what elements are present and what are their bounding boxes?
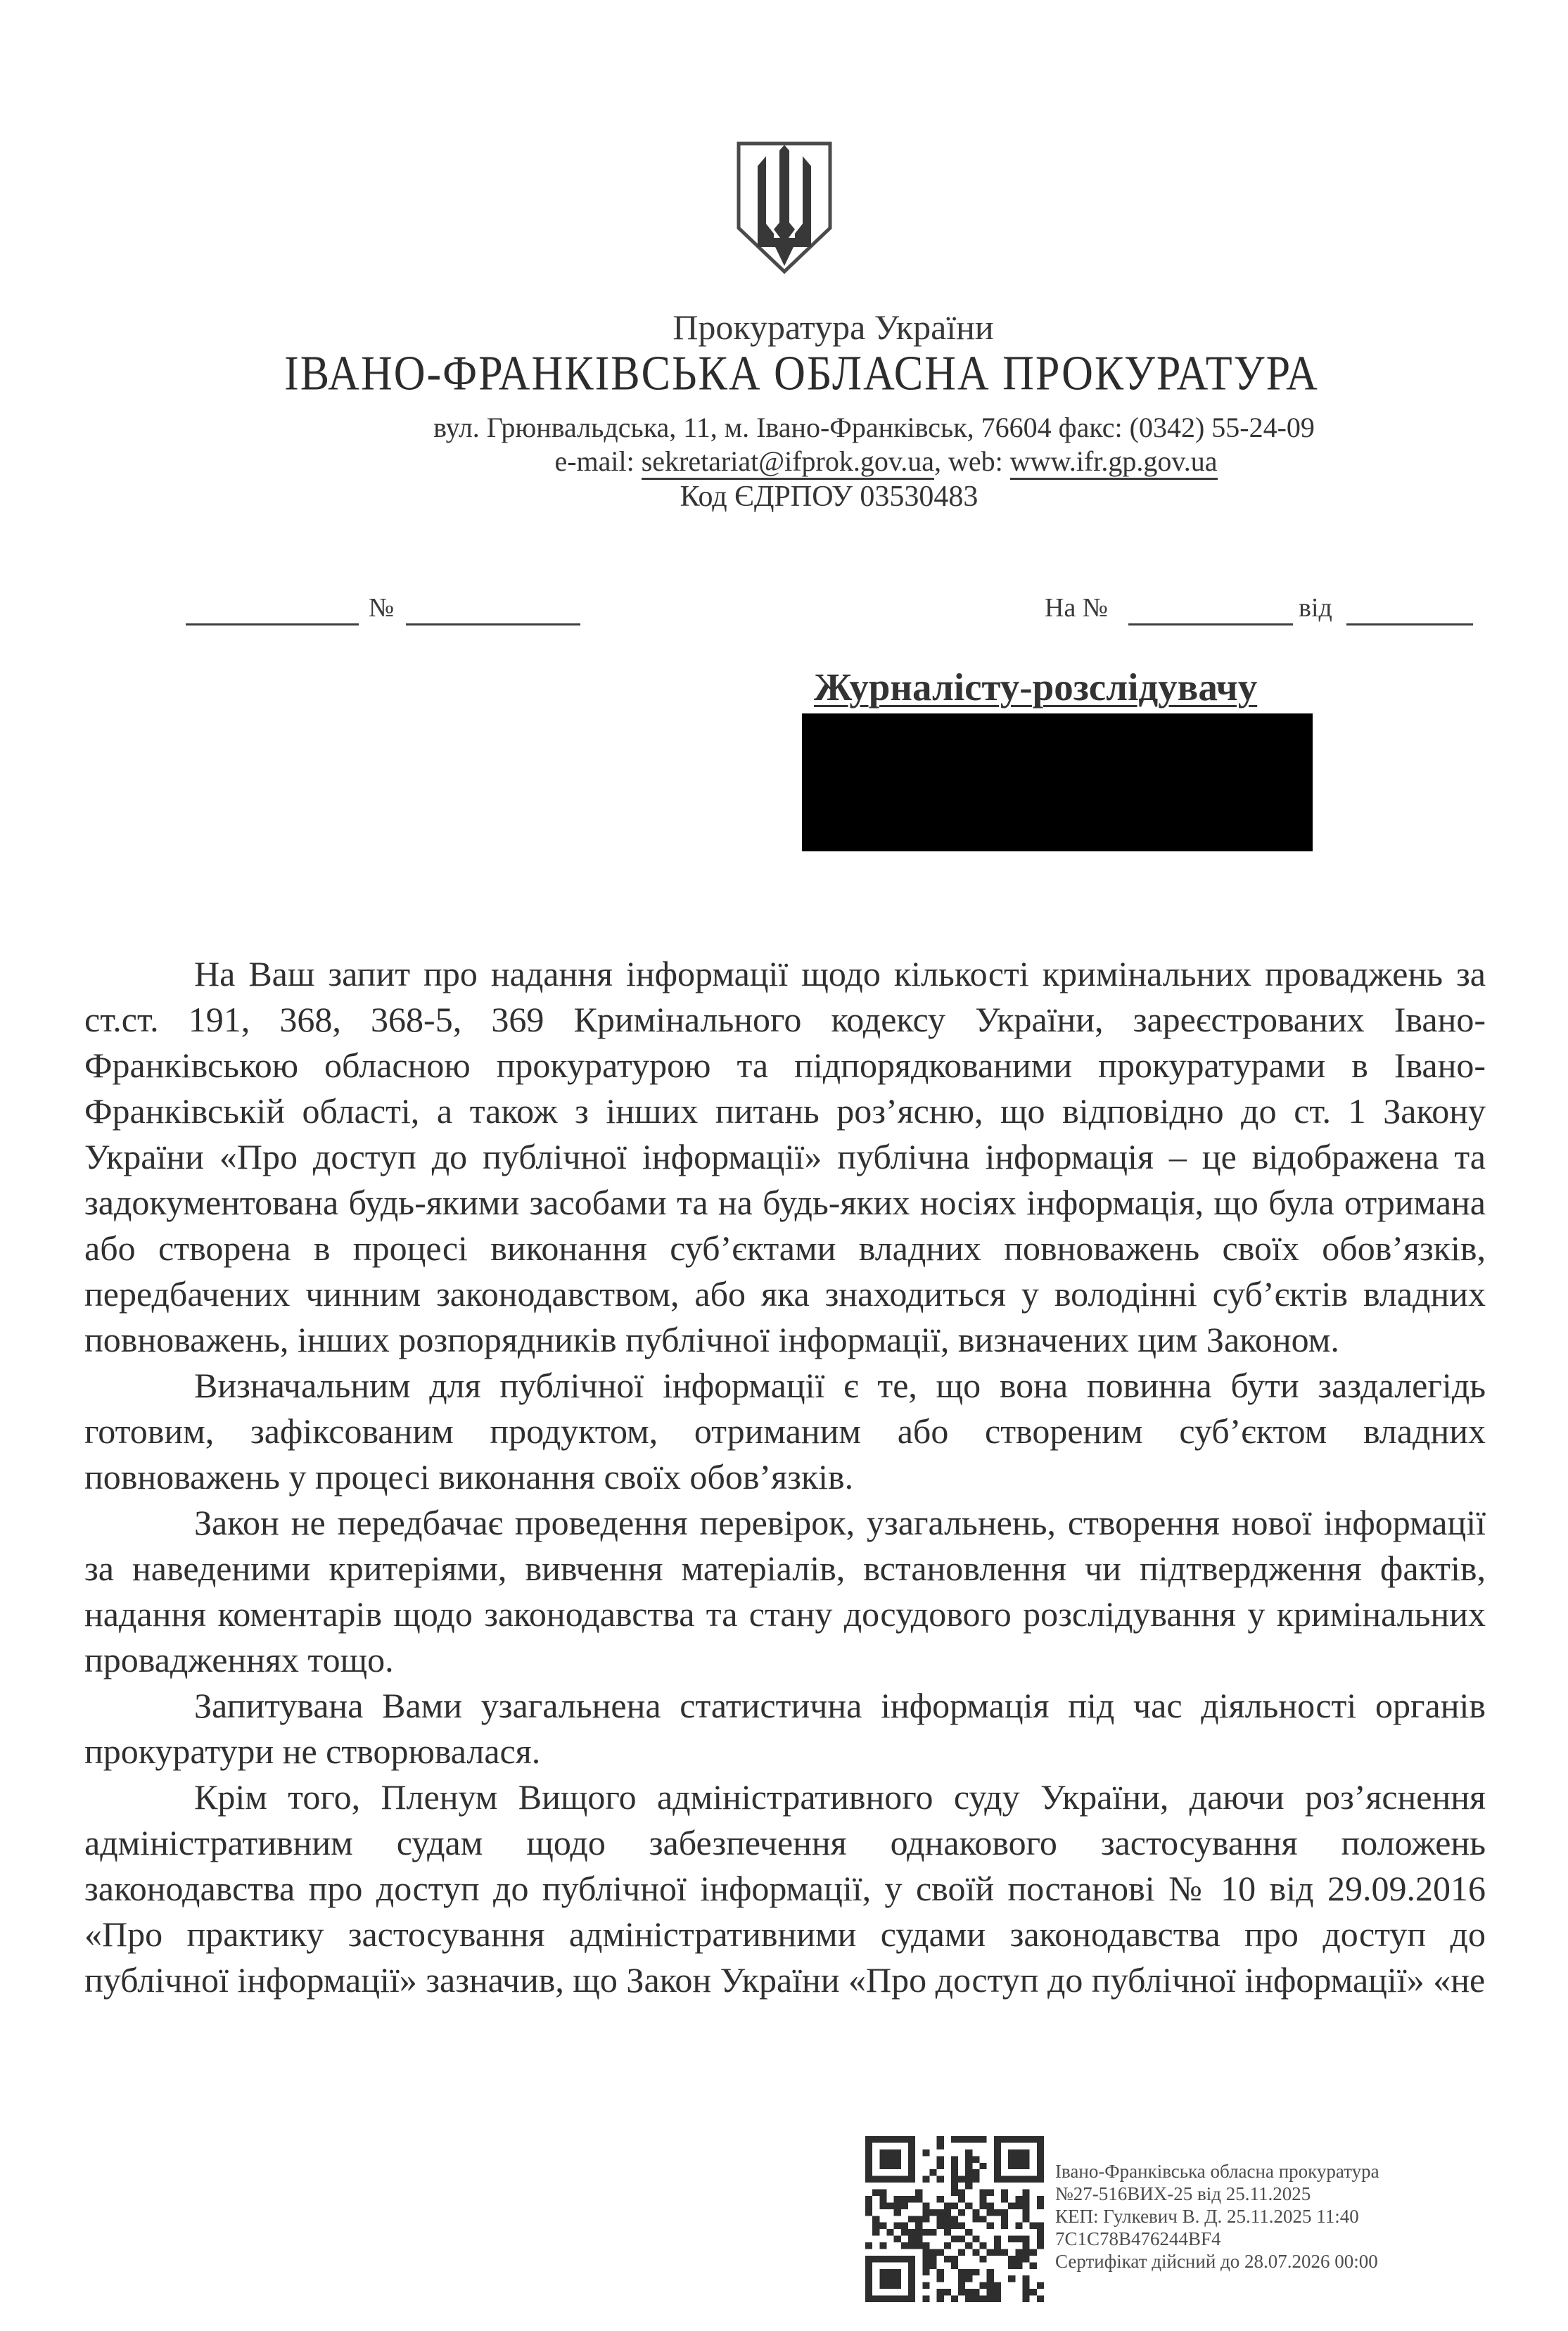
- stamp-line: Сертифікат дійсний до 28.07.2026 00:00: [1055, 2251, 1378, 2272]
- body-paragraph: Визначальним для публічної інформації є те, що вона повинна бути заздалегідь готовим, зафіксованим продуктом, отриманим або створеним суб’єктом владних повноважень у процесі виконання своїх обов’язків.: [84, 1366, 1486, 1497]
- outgoing-date-blank: [186, 623, 359, 625]
- from-label: від: [1299, 593, 1332, 623]
- stamp-text: [1055, 2160, 1379, 2273]
- letter-body: [84, 951, 1486, 2003]
- body-paragraph: Закон не передбачає проведення перевірок, узагальнень, створення нової інформації за наведеними критеріями, вивчення матеріалів, встановлення чи підтвердження фактів, надання коментарів щодо законодавства та стану досудового розслідування у кримінальних провадженнях тощо.: [84, 1503, 1486, 1679]
- outgoing-number-blank: [406, 623, 580, 625]
- stamp-line: 7C1C78B476244BF4: [1055, 2228, 1221, 2249]
- redaction-box: [802, 713, 1313, 851]
- edrpou-code-line: Код ЄДРПОУ 03530483: [680, 481, 979, 513]
- on-number-label: На №: [1045, 593, 1109, 623]
- body-paragraph: На Ваш запит про надання інформації щодо кількості кримінальних проваджень за ст.ст. 191, 368, 368-5, 369 Кримінального кодексу України, зареєстрованих Івано-Франківською обласною прокуратурою та підпорядкованими прокуратурами в Івано-Франківській області, а також з інших питань роз’ясню, що відповідно до ст. 1 Закону України «Про доступ до публічної інформації» публічна інформація – це відображена та задокументована будь-якими засобами та на будь-яких носіях інформація, що була отримана або створена в процесі виконання суб’єктами владних повноважень своїх обов’язків, передбачених чинним законодавством, або яка знаходиться у володінні суб’єктів владних повноважень, інших розпорядників публічної інформації, визначених цим Законом.: [84, 954, 1486, 1359]
- ukraine-trident-emblem: [734, 141, 834, 279]
- body-paragraph: Запитувана Вами узагальнена статистична інформація під час діяльності органів прокуратури не створювалася.: [84, 1686, 1486, 1771]
- digital-signature-stamp: [865, 2136, 1555, 2319]
- trident-glyph: [758, 145, 811, 266]
- agency-address-line: вул. Грюнвальдська, 11, м. Івано-Франківськ, 76604 факс: (0342) 55-24-09: [433, 412, 1315, 443]
- incoming-date-blank: [1346, 623, 1473, 625]
- incoming-number-blank: [1128, 623, 1293, 625]
- email-address: sekretariat@ifprok.gov.ua: [642, 445, 934, 480]
- qr-code: [865, 2136, 1044, 2302]
- recipient-title: Журналісту-розслідувачу: [814, 666, 1258, 709]
- number-sign: №: [369, 593, 395, 623]
- web-address: www.ifr.gp.gov.ua: [1010, 445, 1218, 480]
- agency-parent-title: Прокуратура України: [673, 307, 994, 347]
- agency-name-title: ІВАНО-ФРАНКІВСЬКА ОБЛАСНА ПРОКУРАТУРА: [284, 347, 1319, 401]
- stamp-line: Івано-Франківська обласна прокуратура: [1055, 2161, 1379, 2182]
- body-paragraph: Крім того, Пленум Вищого адміністративного суду України, даючи роз’яснення адміністративним судам щодо забезпечення однакового застосування положень законодавства про доступ до публічної інформації, у своїй постанові № 10 від 29.09.2016 «Про практику застосування адміністративними судами законодавства про доступ до публічної інформації» зазначив, що Закон України «Про доступ до публічної інформації» «не: [84, 1777, 1486, 2000]
- agency-contact-line: [102, 445, 1568, 478]
- stamp-line: КЕП: Гулкевич В. Д. 25.11.2025 11:40: [1055, 2206, 1359, 2227]
- stamp-line: №27-516ВИХ-25 від 25.11.2025: [1055, 2183, 1311, 2204]
- web-label: , web:: [934, 445, 1010, 477]
- email-label: e-mail:: [554, 445, 642, 477]
